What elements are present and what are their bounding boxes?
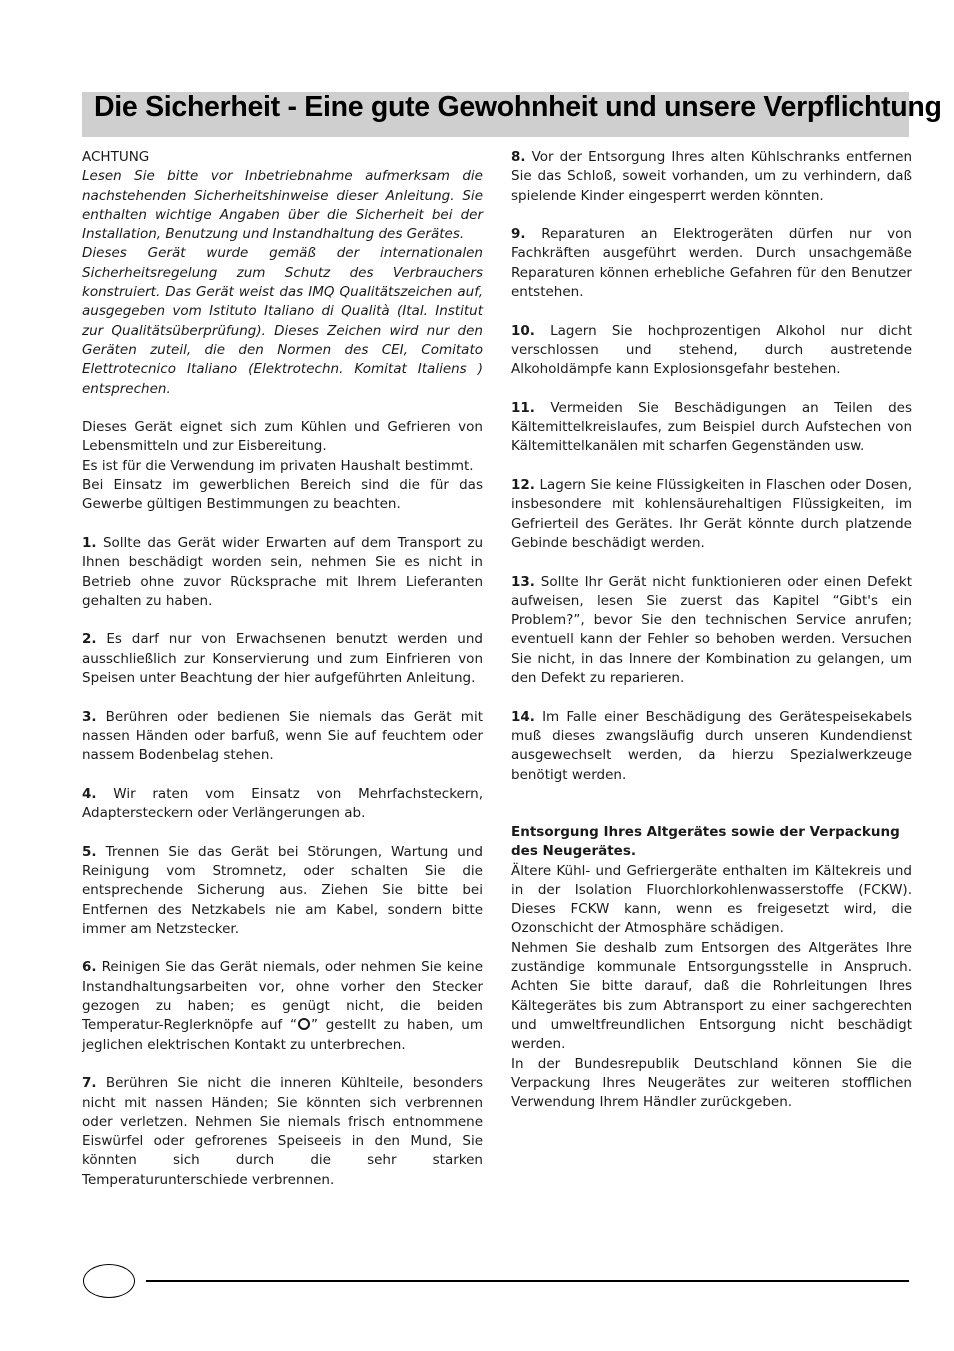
item-number: 1.: [82, 534, 97, 551]
item-text: Es darf nur von Erwachsenen benutzt werden und ausschließlich zur Konservierung und zum Einfrieren von Speisen unter Beachtung der hier aufgeführten Anleitung.: [82, 631, 483, 687]
item-text: Wir raten vom Einsatz von Mehrfachsteckern, Adaptersteckern oder Verlängerungen ab.: [82, 785, 483, 822]
safety-item-7: [82, 1074, 483, 1190]
safety-item-11: [511, 399, 912, 457]
item-text: Lagern Sie hochprozentigen Alkohol nur dicht verschlossen und stehend, durch austretende Alkoholdämpfe kann Explosionsgefahr bestehen.: [511, 322, 912, 378]
usage-text-3: Bei Einsatz im gewerblichen Bereich sind die für das Gewerbe gültigen Bestimmungen zu beachten.: [82, 477, 483, 513]
item-number: 10.: [511, 322, 535, 339]
page-title: Die Sicherheit - Eine gute Gewohnheit und unsere Verpflichtung: [94, 91, 942, 123]
item-text: Lagern Sie keine Flüssigkeiten in Flaschen oder Dosen, insbesondere mit kohlensäurehaltigen Flüssigkeiten, im Gefrierteil des Gerätes. Ihr Gerät könnte durch platzende Gebinde beschädigt werden.: [511, 477, 912, 551]
title-bar: [82, 91, 942, 137]
safety-item-2: [82, 630, 483, 688]
safety-item-8: [511, 148, 912, 206]
disposal-paragraph-2: Nehmen Sie deshalb zum Entsorgen des Altgerätes Ihre zuständige kommunale Entsorgungsstelle in Anspruch. Achten Sie bitte darauf, daß die Rohrleitungen Ihres Kältegerätes bis zum Abtransport zu einer sachgerechten und umweltfreundlichen Entsorgung nicht beschädigt werden.: [511, 939, 912, 1053]
safety-item-3: [82, 708, 483, 766]
safety-item-9: [511, 225, 912, 302]
safety-item-6: [82, 958, 483, 1054]
knob-off-ring-icon: [298, 1018, 310, 1030]
item-text: Vor der Entsorgung Ihres alten Kühlschranks entfernen Sie das Schloß, soweit vorhanden, um zu verhindern, daß spielende Kinder eingesperrt werden könnten.: [511, 149, 912, 204]
item-text: Trennen Sie das Gerät bei Störungen, Wartung und Reinigung vom Stromnetz, oder schalten Sie die entsprechende Sicherung aus. Ziehen Sie bitte bei Entfernen des Netzkabels nie am Kabel, sondern bitte immer am Netzstecker.: [82, 843, 483, 937]
disposal-heading: Entsorgung Ihres Altgerätes sowie der Verpackung des Neugerätes.: [511, 824, 900, 860]
item-text: Im Falle einer Beschädigung des Gerätespeisekabels muß dieses zwangsläufig durch unseren Kundendienst ausgewechselt werden, da hierzu Spezialwerkzeuge benötigt werden.: [511, 708, 912, 783]
item-text: Sollte Ihr Gerät nicht funktionieren oder einen Defekt aufweisen, lesen Sie zuerst das Kapitel “Gibt's ein Problem?”, bevor Sie den technischen Service anrufen; eventuell kann der Fehler so behoben werden. Versuchen Sie nicht, in das Innere der Kombination zu gelangen, um den Defekt zu reparieren.: [511, 573, 912, 687]
intro-text-2: Dieses Gerät wurde gemäß der internationalen Sicherheitsregelung zum Schutz des Verbrauchers konstruiert. Das Gerät weist das IMQ Qualitätszeichen auf, ausgegeben vom Istituto Italiano di Qualità (Ital. Institut zur Qualitätsüberprüfung). Dieses Zeichen wird nur den Geräten zuteil, die den Normen des CEI, Comitato Elettrotecnico Italiano (Elektrotechn. Komitat Italiens ) entsprechen.: [82, 245, 483, 397]
disposal-paragraph-3: In der Bundesrepublik Deutschland können Sie die Verpackung Ihres Neugerätes zur weiteren stofflichen Verwendung Ihrem Händler zurückgeben.: [511, 1055, 912, 1111]
item-number: 9.: [511, 226, 526, 243]
item-text: Reinigen Sie das Gerät niemals, oder nehmen Sie keine Instandhaltungsarbeiten vor, ohne vorher den Stecker gezogen zu haben; es genügt nicht, die beiden Temperatur-Reglerknöpfe auf “: [82, 959, 483, 1034]
safety-item-12: [511, 476, 912, 553]
item-number: 12.: [511, 477, 535, 494]
item-number: 6.: [82, 959, 97, 976]
item-number: 3.: [82, 708, 97, 725]
item-number: 5.: [82, 843, 97, 860]
item-number: 8.: [511, 149, 526, 165]
item-number: 4.: [82, 785, 97, 802]
left-column: [82, 148, 483, 1209]
disposal-section: [511, 823, 912, 1112]
item-text: Vermeiden Sie Beschädigungen an Teilen des Kältemittelkreislaufes, zum Beispiel durch Aufstechen von Kältemittelkanälen mit scharfen Gegenständen usw.: [511, 399, 913, 455]
usage-text-2: Es ist für die Verwendung im privaten Haushalt bestimmt.: [82, 457, 474, 474]
disposal-paragraph-1: Ältere Kühl- und Gefriergeräte enthalten im Kältekreis und in der Isolation Fluorchlorkohlenwasserstoffe (FCKW). Dieses FCKW kann, wenn es freigesetzt wird, die Ozonschicht der Atmosphäre schädigen.: [511, 862, 912, 937]
intro-text-1: Lesen Sie bitte vor Inbetriebnahme aufmerksam die nachstehenden Sicherheitshinweise dieser Anleitung. Sie enthalten wichtige Angaben über die Sicherheit bei der Installation, Benutzung und Instandhaltung des Gerätes.: [82, 168, 483, 243]
achtung-label: ACHTUNG: [82, 149, 150, 165]
right-column: [511, 148, 912, 804]
item-text: Berühren oder bedienen Sie niemals das Gerät mit nassen Händen oder barfuß, wenn Sie auf feuchtem oder nassem Bodenbelag stehen.: [82, 708, 483, 764]
safety-item-10: [511, 322, 912, 380]
safety-item-4: [82, 785, 483, 824]
page-number-oval: [83, 1264, 135, 1298]
item-number: 2.: [82, 631, 97, 648]
safety-item-13: [511, 573, 912, 689]
item-number: 11.: [511, 399, 535, 416]
safety-item-1: [82, 534, 483, 611]
item-text: Berühren Sie nicht die inneren Kühlteile, besonders nicht mit nassen Händen; Sie könnten sich verbrennen oder verletzen. Nehmen Sie niemals frisch entnommene Eiswürfel oder gefrorenes Speiseeis in den Mund, Sie könnten sich durch die sehr starken Temperaturunterschiede verbrennen.: [82, 1075, 483, 1188]
safety-item-5: [82, 843, 483, 939]
item-text: ” gestellt zu haben, um jeglichen elektrischen Kontakt zu unterbrechen.: [82, 1017, 483, 1053]
item-text: Sollte das Gerät wider Erwarten auf dem Transport zu Ihnen beschädigt worden sein, nehmen Sie es nicht in Betrieb ohne zuvor Rücksprache mit Ihrem Lieferanten gehalten zu haben.: [82, 534, 483, 609]
item-number: 7.: [82, 1075, 97, 1092]
safety-item-14: [511, 708, 912, 785]
item-number: 14.: [511, 708, 535, 725]
usage-text-1: Dieses Gerät eignet sich zum Kühlen und Gefrieren von Lebensmitteln und zur Eisbereitung.: [82, 419, 483, 455]
item-text: Reparaturen an Elektrogeräten dürfen nur von Fachkräften ausgeführt werden. Durch unsachgemäße Reparaturen können erhebliche Gefahren für den Benutzer entstehen.: [511, 226, 912, 301]
footer-rule: [146, 1280, 909, 1282]
item-number: 13.: [511, 573, 535, 590]
